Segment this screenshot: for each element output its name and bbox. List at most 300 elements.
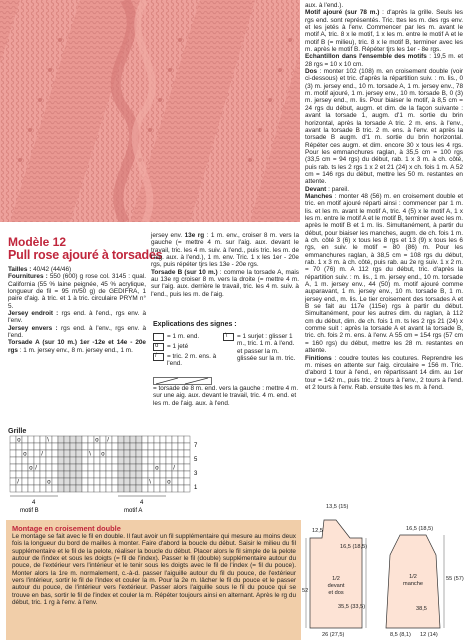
tailles-text: 40/42 (44/46) — [31, 266, 72, 273]
chart-cell — [52, 450, 58, 457]
chart-cell — [82, 457, 88, 464]
chart-cell — [40, 471, 46, 478]
chart-cell — [136, 464, 142, 471]
chart-cell — [136, 485, 142, 492]
motif-text: : d'après la grille. Seuls les rgs end. sont représentés. Tric. ttes les m. des rgs env. et les jetés à l'env. Commencer par les m. avant le motif A, tric. 8 x le motif, 1 x les m. entre le motif A et le motif B (= milieu), tric. 8 x le motif B, terminer avec les m. après le motif B. Répéter tjrs les 1er - 8e rgs. — [305, 9, 464, 54]
chart-cell — [106, 464, 112, 471]
chart-cell — [28, 443, 34, 450]
measure-length-sleeve: 38,5 — [416, 606, 427, 612]
chart-cell — [106, 443, 112, 450]
chart-cell — [154, 443, 160, 450]
chart-cell — [64, 457, 70, 464]
chart-cell — [166, 471, 172, 478]
chart-cell — [40, 478, 46, 485]
chart-symbol: \ — [149, 479, 151, 486]
chart-cell — [172, 450, 178, 457]
chart-cell — [76, 443, 82, 450]
chart-cell — [118, 471, 124, 478]
chart-cell — [178, 443, 184, 450]
chart-cell — [76, 436, 82, 443]
chart-cell — [118, 443, 124, 450]
measure-cuff-a: 8,5 (8,1) — [390, 632, 411, 638]
knit-stitch-icon — [153, 333, 164, 341]
manches-text: : monter 48 (56) m. en croisement double et tric. en motif ajouré réparti ainsi : commencer par 1 m. lis. et les m. avant le motif A, tric. 4 (5) x le motif A, 1 x les m. entre le motif A et le motif B, terminer avec les m. après le motif B et 1 m. lis. Simultanément, à partir du début, pour biaiser les manches, augm. de ch. fois 1 m. à ch. côté 3 (6) x tous les 8 rgs et 13 (9) x tous les 6 rgs, en suiv. le motif = 80 (86) m. Pour les emmanchures raglan, à 38,5 cm = 108 rgs du début, rab. 1 x 3 m. à ch. côté, puis rab. au 2e rg suiv. 1 x 2 m. = 70 (76) m. A 112 rgs du début, tric. d'après la répartition suiv. : m. lis., 1 m. jersey end., 10 m. torsade A, 1 m. jersey env., 44 (50) m. motif ajouré comme auparavant, 1 m. jersey env., 10 m. torsade B, 1 m. jersey end., m. lis. Le tier croisement des torsades A et B se fait au 117e (115e) rgs à partir du début. Simultanément, pour les autres dim. du raglan, à 112 cm du début, dim. de ch. fois 1 m. ts les 2 rgs 21 (24) x comme suit : après la torsade A et avant la torsade B, tric. ch. fois 2 m. ens. à l'env. A 55 cm = 154 rgs (57 cm = 160 rgs) du début, mettre les 28 m. restantes en attente. — [305, 192, 463, 355]
chart-cell — [142, 450, 148, 457]
jersey-envers-heading: Jersey envers : — [8, 324, 58, 332]
chart-cell — [112, 471, 118, 478]
chart-cell — [130, 450, 136, 457]
chart-cell — [70, 457, 76, 464]
chart-cell — [112, 450, 118, 457]
chart-cell — [22, 478, 28, 485]
chart-cell — [76, 485, 82, 492]
chart-cell — [64, 443, 70, 450]
chart-cell — [82, 478, 88, 485]
chart-cell — [166, 464, 172, 471]
chart-cell — [100, 478, 106, 485]
chart-cell — [58, 436, 64, 443]
chart-cell — [166, 436, 172, 443]
chart-cell — [160, 471, 166, 478]
chart-cell — [46, 485, 52, 492]
legend-knit-text: = 1 m. end. — [167, 333, 200, 340]
chart-cell — [178, 485, 184, 492]
chart-cell — [88, 436, 94, 443]
torsade-b-text: : comme la torsade A, mais au 13e rg croiser 8 m. vers la droite (= mettre 4 m. sur l'aig. aux. derrière le travail, tric. les 4 m. suiv. à l'end., puis les m. de l'aig. — [151, 268, 299, 298]
chart-cell — [52, 471, 58, 478]
chart-cell — [160, 478, 166, 485]
chart-cell — [178, 471, 184, 478]
chart-cell — [40, 443, 46, 450]
chart-cell — [16, 464, 22, 471]
chart-cell — [178, 436, 184, 443]
chart-cell — [76, 457, 82, 464]
chart-cell — [172, 478, 178, 485]
chart-cell — [94, 478, 100, 485]
chart-symbol: \ — [47, 437, 49, 444]
chart-cell — [142, 464, 148, 471]
montage-title: Montage en croisement double — [12, 524, 121, 533]
chart-cell — [112, 443, 118, 450]
chart-cell — [118, 478, 124, 485]
chart-cell — [94, 471, 100, 478]
chart-cell — [10, 450, 16, 457]
chart-cell — [184, 450, 190, 457]
chart-cell — [46, 457, 52, 464]
chart-cell — [28, 478, 34, 485]
chart-cell — [88, 464, 94, 471]
chart-cell — [82, 485, 88, 492]
chart-cell — [10, 457, 16, 464]
finitions-text: : coudre toutes les coutures. Reprendre les m. mises en attente sur l'aig. circulaire = 156 m. Tric. d'abord 1 tour à l'end., en répartissant 14 dim. au 1er tour = 142 m., puis tric. 2 tours à l'env., 2 tours à l'end. et 2 tours à l'env. Rab. ensuite ttes les m. à l'end. — [305, 354, 463, 391]
chart-cell — [178, 450, 184, 457]
chart-motif-a-label: motif A — [124, 508, 143, 512]
chart-cell — [100, 443, 106, 450]
chart-cell — [124, 450, 130, 457]
chart-cell — [154, 478, 160, 485]
chart-cell — [130, 443, 136, 450]
chart-cell — [106, 485, 112, 492]
chart-cell — [58, 471, 64, 478]
measure-raglan-front: 16,5 (18,5) — [340, 544, 368, 550]
chart-cell — [34, 457, 40, 464]
montage-text: Le montage se fait avec le fil en double. Il faut avoir un fil supplémentaire qui mesure au moins deux fois la longueur du bord de mailles à monter. Faire d'abord la boucle du début. Saisir le milieu du fil supplémentaire et le fil de la pelote, réaliser la boucle du début. Placer alors le fil simple de la pelote autour de l'index et sous les doigts (= fil de l'index). Passer le fil (double) supplémentaire autour du pouce, de l'extérieur vers l'intérieur et le tenir sous les doigts avec le fil de l'index (= fil du pouce). Monter alors la 1re m. normalement, c.-à-d. passer l'aiguille autour du fil du pouce, de l'extérieur vers l'intérieur, sortir le fil de l'index et couler la m. Pour la 2e m. lâcher le fil du pouce et le passer autour du pouce, de l'intérieur vers l'extérieur. Passer alors l'aiguille sous le fil du pouce qui se trouve en bas, sortir le fil de l'index et couler la m. Répéter toujours ainsi en alternant. Après le rg du début, tric. 1 rg à l'env. à l'env. — [12, 533, 296, 607]
chart-cell — [64, 450, 70, 457]
chart-cell — [82, 464, 88, 471]
chart-cell — [130, 457, 136, 464]
chart-col-number: 4 — [140, 500, 144, 506]
model-title: Pull rose ajouré à torsades — [8, 248, 163, 262]
chart-cell — [148, 443, 154, 450]
chart-cell — [16, 457, 22, 464]
chart-cell — [22, 436, 28, 443]
chart-cell — [172, 443, 178, 450]
grid-title: Grille — [8, 426, 27, 435]
chart-cell — [94, 464, 100, 471]
chart-cell — [136, 436, 142, 443]
chart-cell — [172, 485, 178, 492]
chart-cell — [154, 485, 160, 492]
chart-cell — [124, 443, 130, 450]
chart-cell — [112, 478, 118, 485]
chart-motif-b-label: motif B — [20, 508, 39, 512]
chart-cell — [100, 464, 106, 471]
measure-neck-front: 13,5 (15) — [326, 504, 349, 510]
legend-k2tog-text: = tric. 2 m. ens. à l'end. — [167, 353, 217, 368]
chart-symbol: o — [47, 479, 51, 486]
chart-symbol: o — [17, 437, 21, 444]
legend-skp — [223, 333, 299, 362]
chart-cell — [16, 450, 22, 457]
jersey-endroit-heading: Jersey endroit : — [8, 310, 59, 318]
chart-cell — [118, 485, 124, 492]
chart-cell — [22, 464, 28, 471]
model-number: Modèle 12 — [8, 235, 67, 249]
chart-cell — [154, 457, 160, 464]
chart-cell — [130, 478, 136, 485]
chart-cell — [22, 443, 28, 450]
chart-cell — [106, 471, 112, 478]
jersey-endroit-text: rgs end. à l'end., rgs env. à l'env. — [8, 310, 146, 325]
chart-cell — [22, 471, 28, 478]
chart-cell — [52, 485, 58, 492]
front-back-piece — [310, 520, 362, 628]
chart-row-number: 1 — [194, 485, 198, 491]
chart-symbol: o — [101, 451, 105, 458]
echantillon-text: : 19,5 m. et 28 rgs = 10 x 10 cm. — [305, 53, 464, 68]
chart-cell — [154, 471, 160, 478]
chart-cell — [130, 485, 136, 492]
chart-cells — [10, 436, 190, 492]
chart-cell — [76, 464, 82, 471]
chart-symbol: / — [107, 437, 109, 444]
chart-cell — [136, 457, 142, 464]
chart-cell — [16, 471, 22, 478]
knit-texture — [0, 0, 300, 222]
chart-cell — [154, 436, 160, 443]
chart-cell — [34, 478, 40, 485]
chart-cell — [58, 485, 64, 492]
chart-cell — [10, 485, 16, 492]
chart-cell — [10, 464, 16, 471]
cable-left-icon — [153, 377, 213, 385]
measure-length-body: 35,5 (33,5) — [338, 604, 366, 610]
chart-cell — [64, 464, 70, 471]
legend-cable — [153, 377, 299, 407]
chart-cell — [94, 485, 100, 492]
montage-panel — [6, 520, 301, 640]
torsade-b-heading: Torsade B (sur 10 m.) — [151, 268, 218, 276]
chart-cell — [70, 464, 76, 471]
chart-cell — [82, 471, 88, 478]
chart-cell — [100, 457, 106, 464]
chart-cell — [112, 464, 118, 471]
chart-cell — [76, 478, 82, 485]
chart-cell — [94, 450, 100, 457]
knit-photo — [0, 0, 300, 222]
chart-cell — [184, 478, 190, 485]
chart-cell — [88, 485, 94, 492]
chart-cell — [148, 436, 154, 443]
stitch-chart — [8, 434, 208, 512]
chart-cell — [184, 485, 190, 492]
measure-width: 52 — [302, 588, 309, 594]
chart-cell — [130, 436, 136, 443]
chart-cell — [10, 443, 16, 450]
chart-cell — [124, 436, 130, 443]
chart-cell — [70, 450, 76, 457]
fournitures-heading: Fournitures : — [8, 273, 48, 281]
chart-symbol: / — [41, 451, 43, 458]
chart-cell — [136, 443, 142, 450]
chart-cell — [136, 450, 142, 457]
motif-heading: Motif ajouré (sur 78 m.) — [305, 9, 380, 17]
chart-cell — [88, 457, 94, 464]
chart-cell — [82, 450, 88, 457]
instructions-left-column — [8, 266, 146, 354]
chart-cell — [100, 471, 106, 478]
chart-cell — [106, 457, 112, 464]
chart-cell — [58, 450, 64, 457]
chart-cell — [82, 436, 88, 443]
chart-cell — [52, 478, 58, 485]
chart-symbol: o — [23, 451, 27, 458]
chart-symbol: \ — [89, 451, 91, 458]
chart-symbol: / — [35, 465, 37, 472]
chart-cell — [58, 443, 64, 450]
chart-cell — [22, 485, 28, 492]
chart-cell — [160, 436, 166, 443]
chart-cell — [70, 436, 76, 443]
chart-cell — [142, 443, 148, 450]
legend-yarnover-text: = 1 jeté — [167, 343, 189, 350]
devant-text: : pareil. — [326, 185, 350, 193]
chart-cell — [70, 478, 76, 485]
chart-cell — [178, 464, 184, 471]
chart-cell — [172, 471, 178, 478]
chart-cell — [46, 450, 52, 457]
chart-cell — [52, 436, 58, 443]
finitions-heading: Finitions — [305, 354, 332, 362]
fournitures-text: 550 (600) g rose col. 3145 : qual. California (55 % laine peignée, 45 % acrylique, longueur de fil = 95 m/50 g) de GEDIFRA, 1 paire d'aig. à tric. et 1 à tric. circulaire PRYM n° 5. — [8, 273, 146, 310]
sleeve-label: 1/2 manche — [403, 574, 423, 587]
front-back-label: 1/2 devant et dos — [327, 576, 345, 596]
tailles-heading: Tailles : — [8, 266, 32, 273]
chart-cell — [46, 471, 52, 478]
echantillon-heading: Echantillon dans l'ensemble des motifs — [305, 53, 427, 61]
chart-cell — [184, 464, 190, 471]
chart-cell — [22, 457, 28, 464]
chart-cell — [118, 436, 124, 443]
chart-cell — [148, 471, 154, 478]
chart-cell — [40, 464, 46, 471]
chart-cell — [148, 457, 154, 464]
chart-cell — [130, 464, 136, 471]
chart-cell — [40, 457, 46, 464]
mid-p1: jersey env. — [151, 232, 183, 239]
chart-cell — [124, 485, 130, 492]
chart-cell — [10, 436, 16, 443]
chart-cell — [148, 464, 154, 471]
manches-heading: Manches — [305, 192, 333, 200]
chart-cell — [28, 485, 34, 492]
chart-cell — [94, 443, 100, 450]
chart-symbol: / — [173, 465, 175, 472]
dos-text: : monter 102 (108) m. en croisement double (voir ci-dessous) et tric. d'après la répartition suiv. : m. lis., 0 (3) m. jersey end., 10 m. torsade A, 1 m. jersey env., 78 m. motif ajouré, 1 m. jersey env., 10 m. torsade B, 0 (3) m. jersey end., m. lis. Pour biaiser le motif, à 8,5 cm = 24 rgs du début, augm. et dim. de la façon suivante : avant la torsade 1, augm. d'1 m. sortie du brin horizontal, après la torsade A tric. 2 m. ens. à l'env., avant la torsade B tric. 2 m. ens. à l'env. et après la torsade B augm. d'1 m. sortie du brin horizontal. Répéter ces augm. et dim. encore 30 x tous les 4 rgs. Pour les emmanchures raglan, à 35,5 cm = 100 rgs (33,5 cm = 94 rgs) du début, rab. 1 x 3 m. à ch. côté, puis rab. ts les 2 rgs 1 x 2 et 21 (24) x ch. fois 1 m. A 52 cm = 146 rgs du début, mettre les 50 m. restantes en attente. — [305, 68, 463, 186]
chart-cell — [166, 450, 172, 457]
chart-cell — [46, 443, 52, 450]
devant-heading: Devant — [305, 185, 327, 193]
chart-cell — [52, 457, 58, 464]
yarn-over-icon: o — [153, 343, 164, 351]
mid-13e-rg: 13e rg — [182, 232, 205, 239]
chart-cell — [172, 436, 178, 443]
chart-cell — [106, 450, 112, 457]
chart-cell — [142, 436, 148, 443]
chart-cell — [142, 471, 148, 478]
chart-cell — [64, 485, 70, 492]
chart-cell — [160, 464, 166, 471]
measure-raglan-sleeve: 16,5 (18,5) — [406, 526, 434, 532]
instructions-middle-column — [151, 232, 299, 298]
chart-cell — [124, 457, 130, 464]
chart-cell — [58, 457, 64, 464]
chart-cell — [178, 457, 184, 464]
chart-cell — [34, 485, 40, 492]
chart-symbol: o — [95, 437, 99, 444]
chart-cell — [118, 450, 124, 457]
chart-cell — [136, 471, 142, 478]
chart-cell — [142, 457, 148, 464]
chart-row-number: 5 — [194, 457, 198, 463]
legend-title: Explications des signes : — [153, 321, 237, 328]
chart-cell — [124, 471, 130, 478]
symbol-legend — [153, 321, 299, 425]
instructions-right-column — [305, 2, 463, 391]
chart-col-number: 4 — [32, 500, 36, 506]
chart-cell — [16, 485, 22, 492]
chart-cell — [166, 443, 172, 450]
chart-cell — [148, 485, 154, 492]
chart-cell — [70, 471, 76, 478]
legend-yarnover — [153, 343, 215, 351]
chart-cell — [88, 443, 94, 450]
chart-symbol: / — [17, 479, 19, 486]
chart-cell — [64, 436, 70, 443]
chart-cell — [154, 450, 160, 457]
chart-cell — [106, 478, 112, 485]
legend-skp-text: = 1 surjet : glisser 1 m., tric. 1 m. à l'end. et passer la m. glissée sur la m. tric. — [237, 333, 296, 363]
chart-cell — [184, 443, 190, 450]
measure-sleeve-total: 55 (57) — [446, 576, 464, 582]
chart-cell — [64, 471, 70, 478]
chart-cell — [88, 471, 94, 478]
chart-cell — [34, 471, 40, 478]
jersey-envers-text: rgs end. à l'env., rgs env. à l'end. — [8, 324, 147, 340]
chart-row-number: 7 — [194, 443, 198, 449]
chart-cell — [166, 485, 172, 492]
slip-knit-pass-icon: \ — [223, 333, 234, 341]
chart-cell — [10, 478, 16, 485]
chart-cell — [70, 443, 76, 450]
chart-cell — [100, 485, 106, 492]
chart-cell — [184, 471, 190, 478]
chart-cell — [58, 464, 64, 471]
right-intro: aux. à l'end.). — [305, 2, 344, 9]
chart-cell — [142, 485, 148, 492]
legend-k2tog — [153, 353, 219, 368]
chart-cell — [70, 485, 76, 492]
chart-cell — [112, 436, 118, 443]
chart-cell — [34, 450, 40, 457]
measure-shoulder: 12,5 — [312, 528, 323, 534]
chart-cell — [160, 485, 166, 492]
chart-cell — [28, 471, 34, 478]
chart-cell — [58, 478, 64, 485]
chart-cell — [10, 471, 16, 478]
chart-cell — [76, 450, 82, 457]
chart-cell — [160, 443, 166, 450]
legend-knit — [153, 333, 215, 341]
chart-cell — [52, 443, 58, 450]
chart-row-number: 3 — [194, 471, 198, 477]
chart-symbol: o — [167, 479, 171, 486]
chart-cell — [118, 457, 124, 464]
chart-cell — [160, 450, 166, 457]
torsade-a-heading: Torsade A (sur 10 m.) 1er -12e et 14e - 20e rgs — [8, 339, 146, 354]
torsade-a-text: : 1 m. jersey env., 8 m. jersey end., 1 m. — [17, 346, 133, 354]
chart-cell — [130, 471, 136, 478]
chart-cell — [142, 478, 148, 485]
chart-cell — [28, 450, 34, 457]
chart-cell — [160, 457, 166, 464]
chart-cell — [82, 443, 88, 450]
chart-cell — [136, 478, 142, 485]
chart-cell — [34, 443, 40, 450]
chart-cell — [40, 436, 46, 443]
chart-cell — [34, 436, 40, 443]
chart-cell — [184, 457, 190, 464]
sweater-schematic — [302, 500, 466, 640]
stitch-chart-svg — [8, 434, 208, 512]
chart-cell — [64, 478, 70, 485]
chart-cell — [118, 464, 124, 471]
chart-cell — [166, 457, 172, 464]
chart-cell — [40, 485, 46, 492]
chart-cell — [94, 457, 100, 464]
chart-symbol: o — [29, 465, 33, 472]
chart-cell — [184, 436, 190, 443]
